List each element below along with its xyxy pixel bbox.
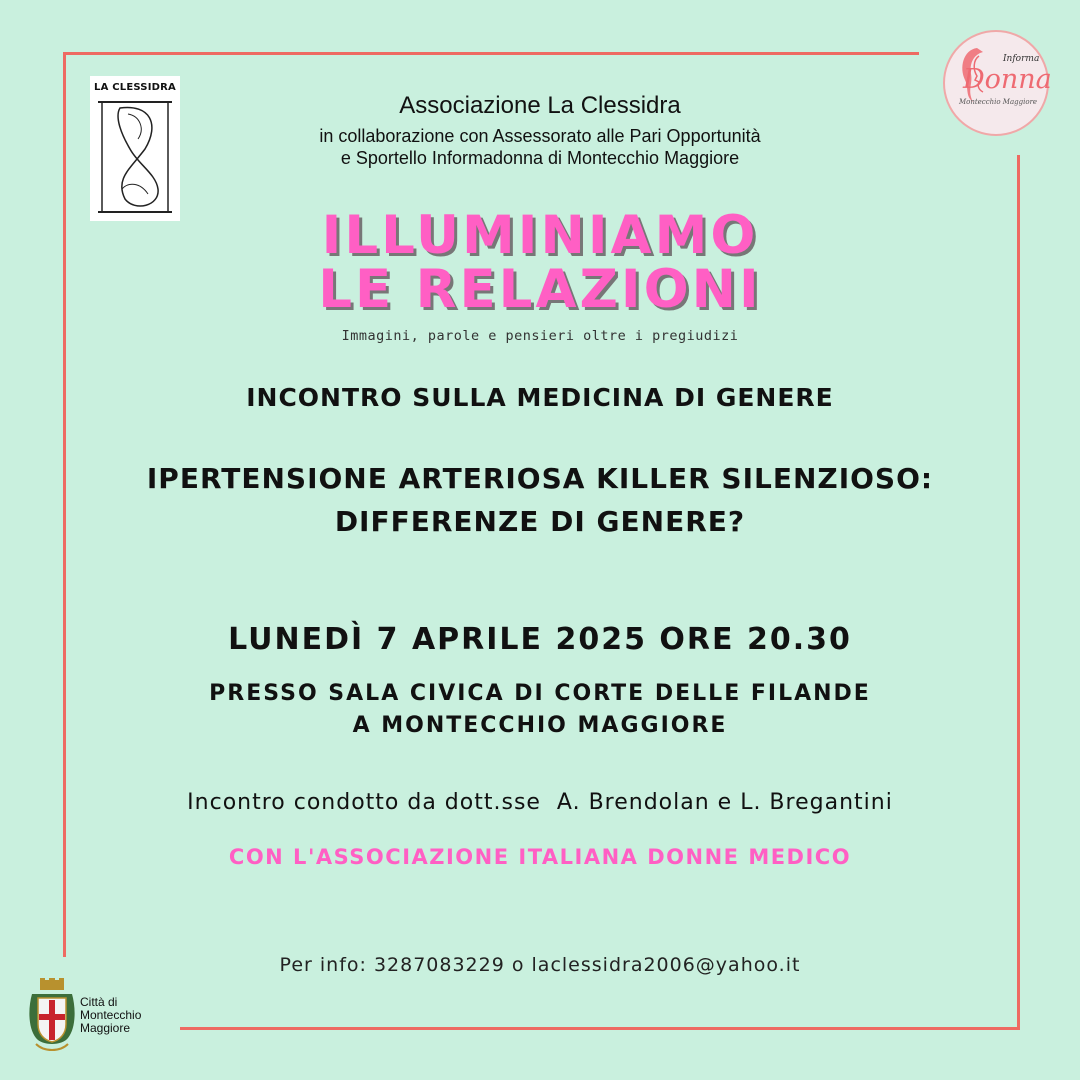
- frame-top-border: [63, 52, 919, 55]
- city-name-line-2: Montecchio: [80, 1008, 142, 1022]
- informadonna-logo: [943, 30, 1052, 136]
- contact-info: Per info: 3287083229 o laclessidra2006@yahoo.it: [279, 954, 801, 976]
- city-name: [80, 996, 180, 1035]
- city-crest-icon: [26, 978, 78, 1056]
- city-name-line-3: Maggiore: [80, 1021, 131, 1035]
- clessidra-logo: [90, 76, 180, 221]
- association-name: Associazione La Clessidra: [399, 92, 681, 119]
- frame-bottom-border: [180, 1027, 1020, 1030]
- event-date: LUNEDÌ 7 APRILE 2025 ORE 20.30: [228, 622, 852, 657]
- collaboration-line-1: in collaborazione con Assessorato alle Pari Opportunità: [319, 126, 761, 146]
- headline-line-2: LE RELAZIONI: [318, 259, 762, 320]
- tagline: Immagini, parole e pensieri oltre i pregiudizi: [341, 328, 739, 344]
- headline-line-1: ILLUMINIAMO: [321, 205, 759, 266]
- speakers-text: Incontro condotto da dott.sse A. Brendolan e L. Bregantini: [187, 790, 893, 815]
- topic-line-2: DIFFERENZE DI GENERE?: [334, 505, 746, 538]
- frame-left-border: [63, 52, 66, 957]
- venue-line-1: PRESSO SALA CIVICA DI CORTE DELLE FILANDE: [209, 681, 871, 706]
- topic-line-1: IPERTENSIONE ARTERIOSA KILLER SILENZIOSO:: [146, 462, 934, 495]
- hourglass-sculpture-icon: [90, 94, 180, 219]
- partner-text: CON L'ASSOCIAZIONE ITALIANA DONNE MEDICO: [228, 845, 852, 869]
- informadonna-informa-text: Informa: [1003, 54, 1040, 64]
- collaboration-text: [175, 125, 905, 169]
- event-type: INCONTRO SULLA MEDICINA DI GENERE: [246, 383, 834, 412]
- venue-line-2: A MONTECCHIO MAGGIORE: [352, 713, 728, 738]
- frame-right-border: [1017, 155, 1020, 1030]
- collaboration-line-2: e Sportello Informadonna di Montecchio Maggiore: [340, 148, 740, 168]
- informadonna-place-text: Montecchio Maggiore: [958, 98, 1038, 106]
- informadonna-donna-text: Donna: [963, 64, 1052, 95]
- city-name-line-1: Città di: [80, 995, 118, 1009]
- clessidra-logo-text: LA CLESSIDRA: [94, 82, 176, 93]
